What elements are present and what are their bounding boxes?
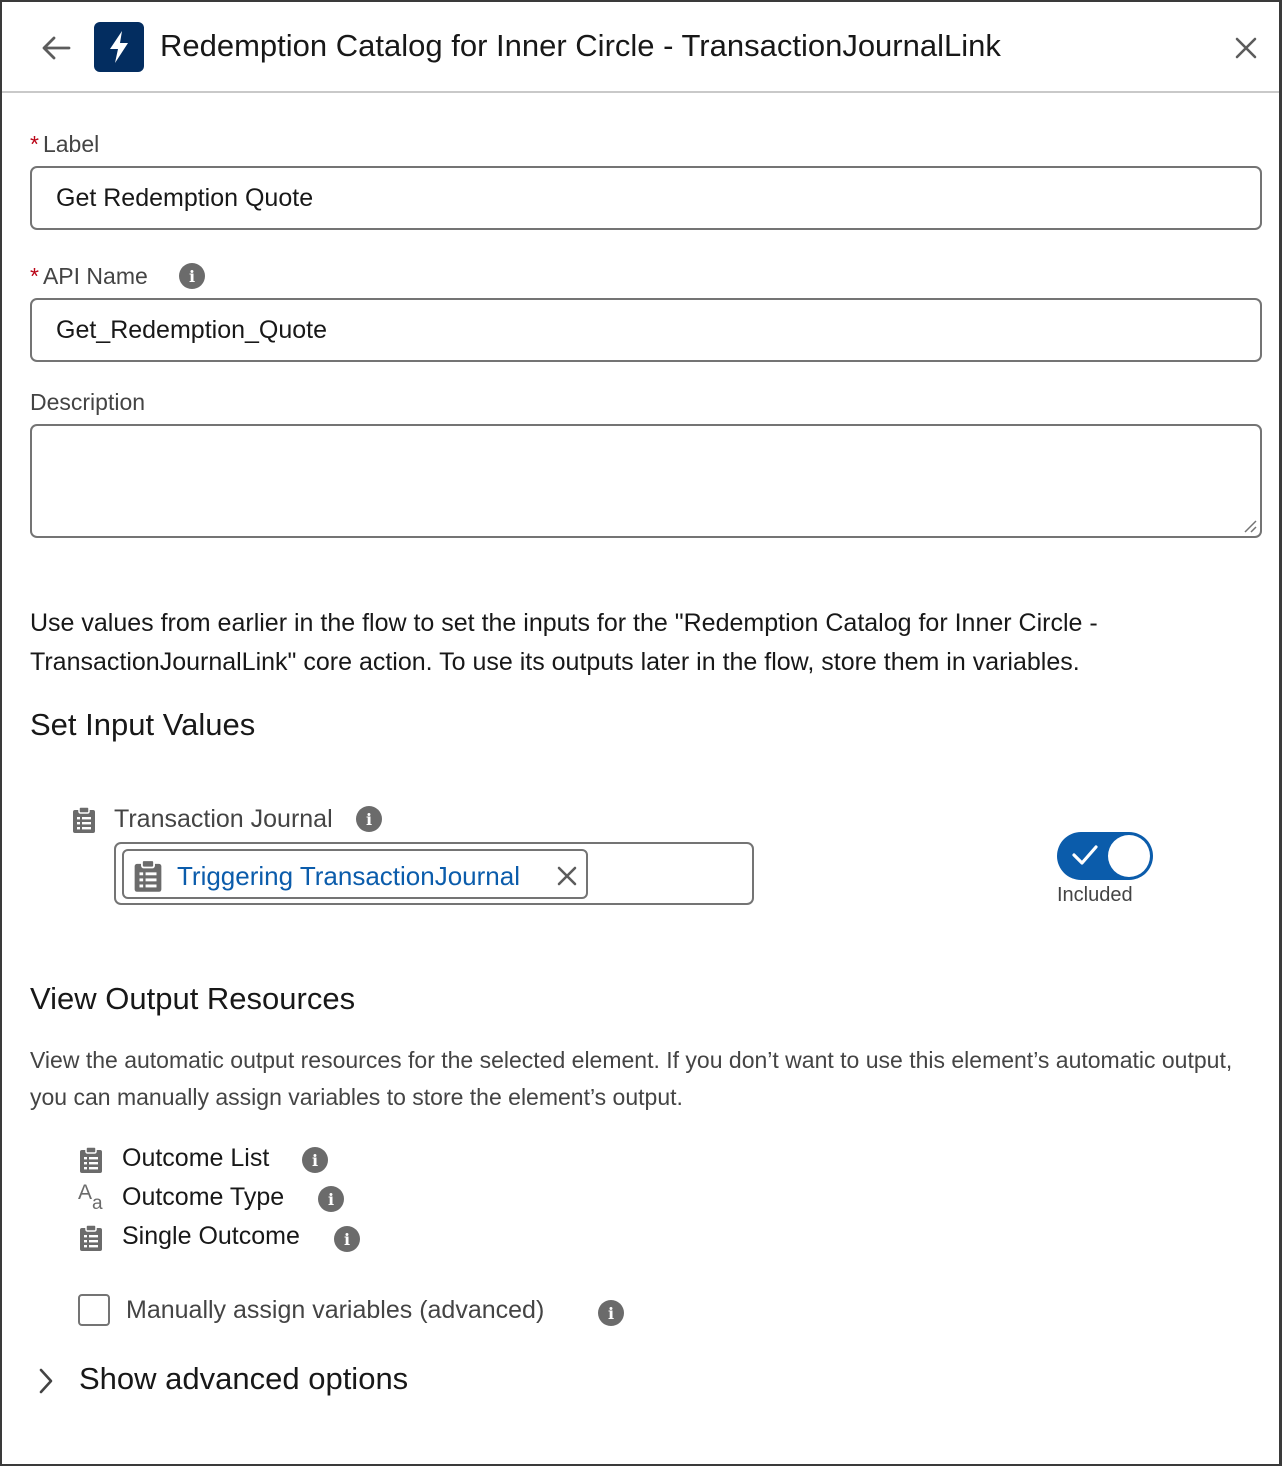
- output-item-label: Outcome Type: [122, 1183, 285, 1211]
- description-textarea[interactable]: [30, 424, 1262, 538]
- page-title: Redemption Catalog for Inner Circle - TransactionJournalLink: [160, 28, 1001, 63]
- lightning-bolt-icon: [94, 22, 144, 72]
- info-icon[interactable]: i: [598, 1300, 624, 1326]
- label-field-label: [30, 130, 99, 158]
- back-button[interactable]: [36, 30, 76, 66]
- pill-label: Triggering TransactionJournal: [177, 861, 520, 891]
- api-name-field-label: [30, 262, 148, 290]
- resize-grip-icon[interactable]: [1243, 519, 1257, 533]
- toggle-status-label: Included: [1057, 884, 1133, 906]
- record-icon: [71, 806, 97, 834]
- transaction-journal-input[interactable]: [114, 842, 754, 905]
- text-type-icon: [78, 1182, 108, 1212]
- output-description: View the automatic output resources for the selected element. If you don’t want to use this element’s automatic output, you can manually assign variables to store the element’s output.: [30, 1047, 1233, 1110]
- close-button[interactable]: [1226, 30, 1266, 66]
- required-marker: *: [30, 131, 39, 157]
- toggle-knob: [1108, 835, 1150, 877]
- info-icon[interactable]: i: [179, 263, 205, 289]
- info-icon[interactable]: i: [334, 1226, 360, 1252]
- intro-text: Use values from earlier in the flow to set the inputs for the "Redemption Catalog for Inner Circle - TransactionJournalLink" core action. To use its outputs later in the flow, store them in variables.: [30, 609, 1098, 676]
- set-input-values-heading: Set Input Values: [30, 707, 256, 742]
- record-icon: [78, 1146, 104, 1174]
- label-input[interactable]: [30, 166, 1262, 230]
- label-field-text: Label: [42, 131, 100, 157]
- info-icon[interactable]: i: [318, 1186, 344, 1212]
- chevron-right-icon: [38, 1367, 54, 1395]
- include-toggle[interactable]: [1057, 832, 1153, 880]
- remove-pill-button[interactable]: [552, 861, 582, 891]
- panel-header: [2, 2, 1279, 93]
- close-icon: [1234, 36, 1258, 60]
- expand-advanced-button[interactable]: [32, 1364, 60, 1398]
- output-item-label: Outcome List: [122, 1144, 270, 1172]
- transaction-journal-label: Transaction Journal: [114, 805, 333, 833]
- manual-assign-label[interactable]: Manually assign variables (advanced): [126, 1296, 545, 1324]
- output-item-label: Single Outcome: [122, 1222, 300, 1250]
- record-icon: [132, 859, 164, 893]
- api-name-field-text: API Name: [42, 263, 148, 289]
- show-advanced-options-toggle[interactable]: Show advanced options: [79, 1361, 409, 1396]
- manual-assign-checkbox[interactable]: [78, 1294, 110, 1326]
- text-type-glyph-sub: a: [92, 1193, 103, 1214]
- view-output-resources-heading: View Output Resources: [30, 981, 356, 1016]
- description-field-label: Description: [30, 389, 146, 415]
- info-icon[interactable]: i: [356, 806, 382, 832]
- close-icon: [556, 865, 578, 887]
- record-icon: [78, 1224, 104, 1252]
- check-icon: [1071, 844, 1099, 866]
- api-name-input[interactable]: [30, 298, 1262, 362]
- info-icon[interactable]: i: [302, 1147, 328, 1173]
- required-marker: *: [30, 263, 39, 289]
- selected-value-pill[interactable]: [122, 849, 588, 899]
- text-type-glyph-main: A: [78, 1181, 93, 1204]
- arrow-left-icon: [41, 36, 71, 60]
